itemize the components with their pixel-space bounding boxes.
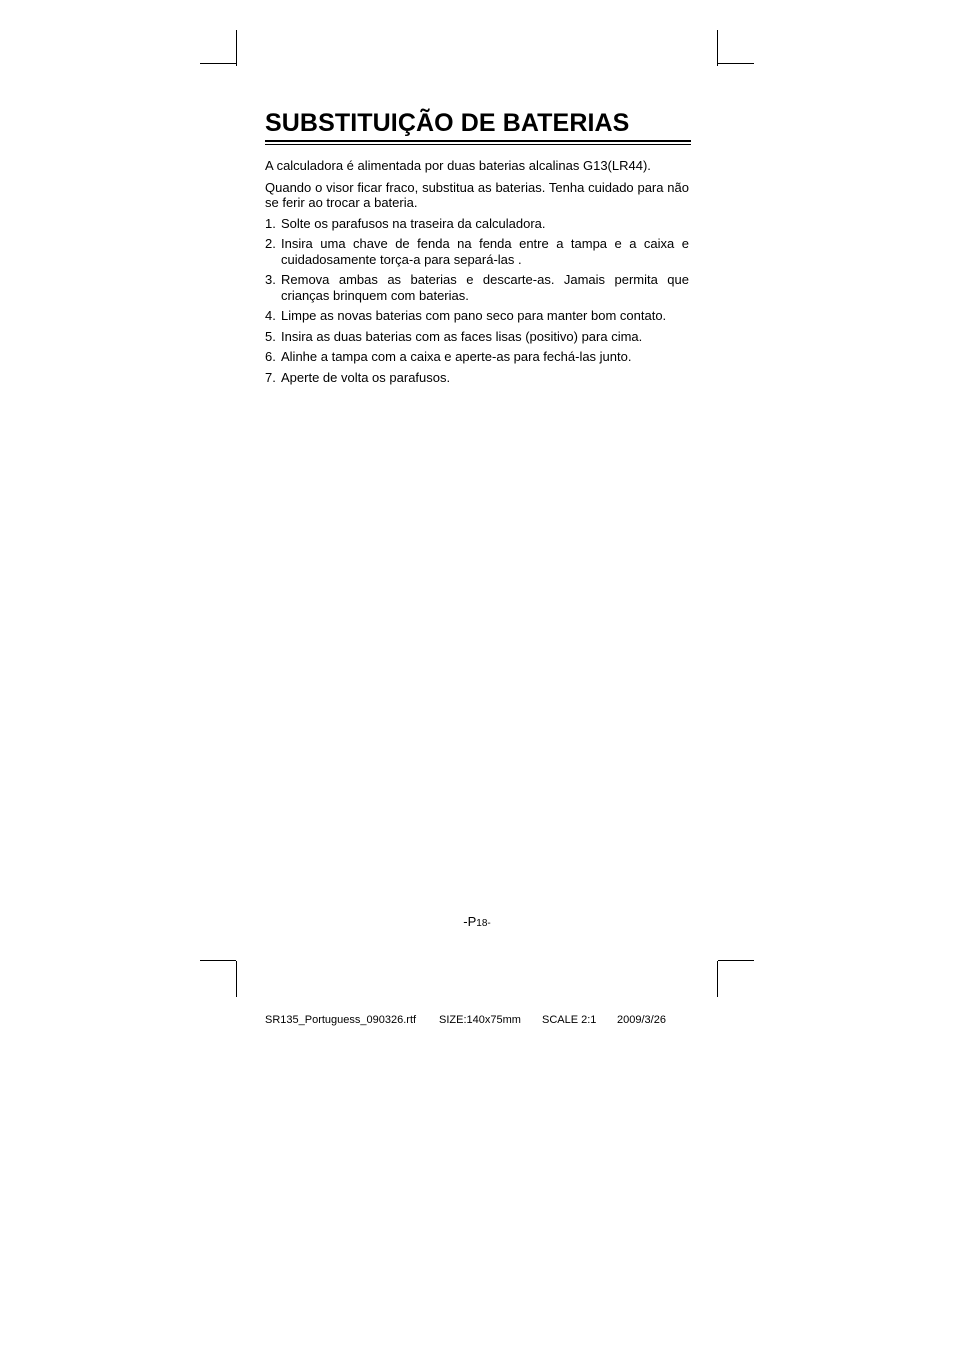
step-text: Insira uma chave de fenda na fenda entre a tampa e a caixa e cuidadosamente torça-a para separá-las . xyxy=(281,236,689,267)
crop-mark-top-right-v xyxy=(717,30,718,66)
step-item xyxy=(265,236,689,267)
intro-paragraph-1: A calculadora é alimentada por duas baterias alcalinas G13(LR44). xyxy=(265,158,651,173)
step-number: 4. xyxy=(265,308,276,323)
step-text: Remova ambas as baterias e descarte-as. Jamais permita que crianças brinquem com baterias. xyxy=(281,272,689,303)
page-content xyxy=(265,108,689,385)
step-number: 7. xyxy=(265,369,276,385)
title-rule xyxy=(265,140,691,145)
page-number xyxy=(0,914,954,929)
step-number: 1. xyxy=(265,215,276,231)
step-item xyxy=(265,370,689,386)
step-text: Aperte de volta os parafusos. xyxy=(281,369,451,385)
footer-filename: SR135_Portuguess_090326.rtf xyxy=(265,1014,417,1026)
step-number: 5. xyxy=(265,328,276,344)
intro-paragraph-2: Quando o visor ficar fraco, substitua as baterias. Tenha cuidado para não se ferir ao trocar a bateria. xyxy=(265,179,689,210)
crop-mark-bottom-right-h xyxy=(718,960,754,961)
step-item xyxy=(265,216,689,232)
step-number: 6. xyxy=(265,349,276,364)
crop-mark-bottom-left-h xyxy=(200,960,236,961)
page-title: SUBSTITUIÇÃO DE BATERIAS xyxy=(265,109,630,137)
step-item xyxy=(265,349,689,365)
step-item xyxy=(265,308,689,324)
footer-date: 2009/3/26 xyxy=(617,1014,666,1026)
step-text: Solte os parafusos na traseira da calculadora. xyxy=(281,215,546,231)
crop-mark-top-left-h xyxy=(200,63,236,64)
crop-mark-bottom-left-v xyxy=(236,961,237,997)
step-text: Alinhe a tampa com a caixa e aperte-as para fechá-las junto. xyxy=(281,349,632,364)
step-number: 2. xyxy=(265,236,276,251)
crop-mark-top-right-h xyxy=(718,63,754,64)
step-text: Limpe as novas baterias com pano seco para manter bom contato. xyxy=(281,308,667,323)
step-item xyxy=(265,272,689,303)
page-number-suffix: 18- xyxy=(476,918,491,929)
print-footer xyxy=(265,1014,666,1026)
page-number-prefix: -P xyxy=(463,914,477,929)
crop-mark-top-left-v xyxy=(236,30,237,66)
step-item xyxy=(265,329,689,345)
footer-size: SIZE:140x75mm xyxy=(439,1014,521,1026)
steps-list xyxy=(265,216,689,386)
step-text: Insira as duas baterias com as faces lisas (positivo) para cima. xyxy=(281,328,643,344)
crop-mark-bottom-right-v xyxy=(717,961,718,997)
footer-scale: SCALE 2:1 xyxy=(542,1014,597,1026)
step-number: 3. xyxy=(265,272,276,287)
